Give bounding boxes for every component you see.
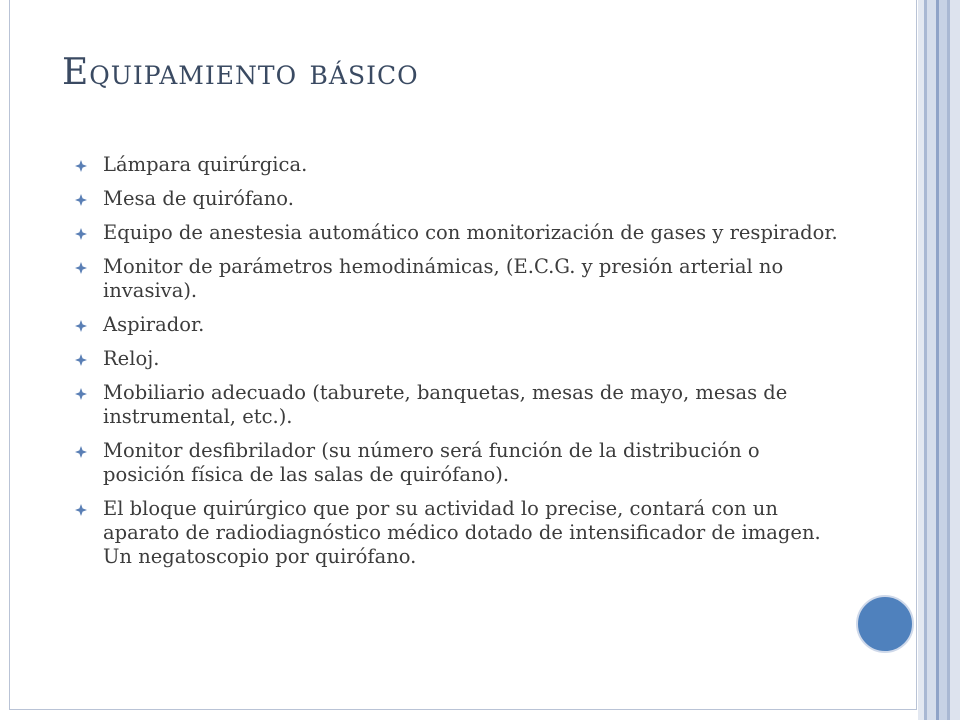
list-item: [75, 221, 845, 245]
list-item-text: El bloque quirúrgico que por su actividad lo precise, contará con un aparato de radiodiagnóstico médico dotado de intensificador de imagen. Un negatoscopio por quirófano.: [103, 497, 821, 568]
four-petal-diamond-icon: [75, 194, 87, 206]
four-petal-diamond-icon: [75, 504, 87, 516]
list-item-text: Monitor desfibrilador (su número será función de la distribución o posición física de las salas de quirófano).: [103, 439, 760, 486]
list-item: [75, 187, 845, 211]
decorative-blue-circle: [856, 595, 914, 653]
list-item: [75, 153, 845, 177]
list-item-text: Mesa de quirófano.: [103, 187, 294, 210]
list-item-text: Monitor de parámetros hemodinámicas, (E.C.G. y presión arterial no invasiva).: [103, 255, 784, 302]
list-item: [75, 313, 845, 337]
list-item: [75, 381, 845, 429]
list-item: [75, 255, 845, 303]
list-item-text: Reloj.: [103, 347, 160, 370]
bullet-list: [75, 153, 845, 579]
list-item-text: Lámpara quirúrgica.: [103, 153, 308, 176]
four-petal-diamond-icon: [75, 228, 87, 240]
list-item: [75, 347, 845, 371]
list-item: [75, 497, 845, 569]
four-petal-diamond-icon: [75, 160, 87, 172]
list-item-text: Mobiliario adecuado (taburete, banquetas, mesas de mayo, mesas de instrumental, etc.).: [103, 381, 788, 428]
decorative-side-stripes: [918, 0, 960, 720]
slide-title: Equipamiento básico: [62, 52, 419, 93]
list-item: [75, 439, 845, 487]
list-item-text: Equipo de anestesia automático con monitorización de gases y respirador.: [103, 221, 838, 244]
four-petal-diamond-icon: [75, 320, 87, 332]
list-item-text: Aspirador.: [103, 313, 205, 336]
four-petal-diamond-icon: [75, 446, 87, 458]
four-petal-diamond-icon: [75, 388, 87, 400]
four-petal-diamond-icon: [75, 354, 87, 366]
four-petal-diamond-icon: [75, 262, 87, 274]
